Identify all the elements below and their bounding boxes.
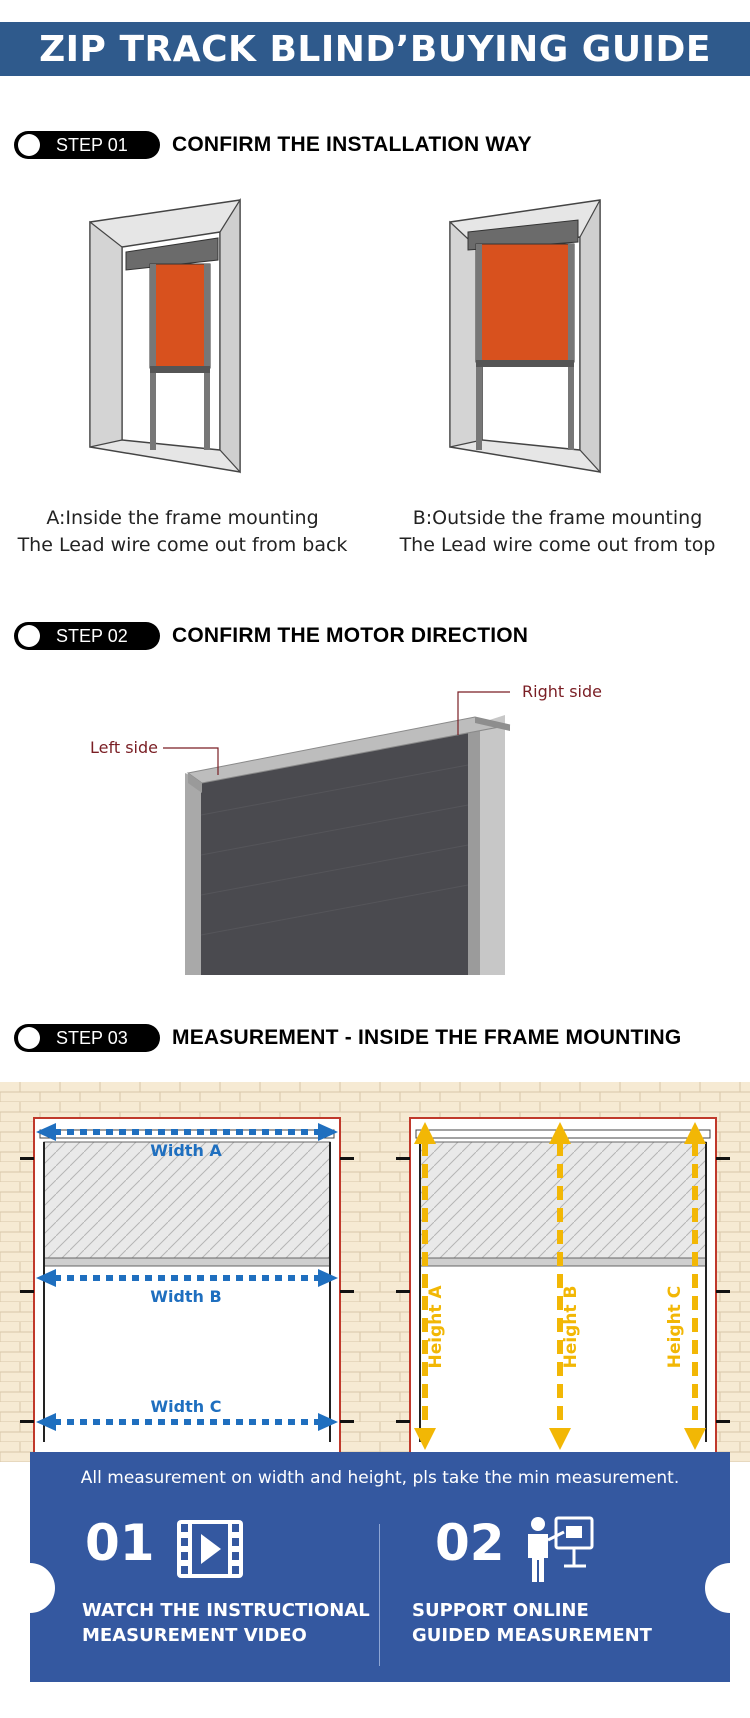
item-01-text xyxy=(82,1598,370,1648)
option-a-title: A:Inside the frame mounting xyxy=(46,507,319,529)
width-b-label: Width B xyxy=(150,1287,222,1306)
step-dot-icon xyxy=(18,134,40,156)
step-02-heading: CONFIRM THE MOTOR DIRECTION xyxy=(172,624,529,647)
option-b-caption xyxy=(375,505,740,559)
item-02-line2: GUIDED MEASUREMENT xyxy=(412,1625,652,1646)
step-01-heading: CONFIRM THE INSTALLATION WAY xyxy=(172,133,532,156)
height-a-label: Height A xyxy=(426,1285,446,1369)
step-03-badge xyxy=(14,1024,160,1052)
presenter-icon xyxy=(522,1514,594,1584)
step-02-header xyxy=(14,622,528,650)
width-a-label: Width A xyxy=(150,1141,222,1160)
option-b-description: The Lead wire come out from top xyxy=(399,534,716,556)
outside-mount-illustration xyxy=(440,192,640,482)
item-02-text xyxy=(412,1598,652,1648)
step-03-header xyxy=(14,1024,681,1052)
measurement-support-panel xyxy=(30,1452,730,1682)
step-02-badge-label: STEP 02 xyxy=(56,625,128,646)
item-01-line2: MEASUREMENT VIDEO xyxy=(82,1625,307,1646)
step-01-badge-label: STEP 01 xyxy=(56,134,128,155)
step-dot-icon xyxy=(18,1027,40,1049)
height-b-label: Height B xyxy=(561,1285,581,1369)
step-03-badge-label: STEP 03 xyxy=(56,1027,128,1048)
step-03-heading: MEASUREMENT - INSIDE THE FRAME MOUNTING xyxy=(172,1026,682,1049)
width-panel xyxy=(20,1118,354,1458)
item-01-line1: WATCH THE INSTRUCTIONAL xyxy=(82,1600,370,1621)
item-02-number: 02 xyxy=(435,1514,505,1572)
height-c-label: Height C xyxy=(665,1285,685,1369)
step-01-badge xyxy=(14,131,160,159)
page-title: ZIP TRACK BLIND’BUYING GUIDE xyxy=(39,28,711,70)
step-dot-icon xyxy=(18,625,40,647)
panel-notch-right xyxy=(705,1563,750,1613)
video-icon xyxy=(175,1518,245,1580)
item-02-line1: SUPPORT ONLINE xyxy=(412,1600,589,1621)
panel-divider xyxy=(379,1524,380,1666)
left-side-label: Left side xyxy=(90,738,158,757)
measurement-diagram xyxy=(0,1082,750,1462)
panel-notch-left xyxy=(5,1563,55,1613)
step-01-header xyxy=(14,131,532,159)
inside-mount-illustration xyxy=(80,192,280,482)
option-a-caption xyxy=(0,505,365,559)
item-01-number: 01 xyxy=(85,1514,155,1572)
option-a-description: The Lead wire come out from back xyxy=(17,534,348,556)
option-b-title: B:Outside the frame mounting xyxy=(412,507,703,529)
step-02-badge xyxy=(14,622,160,650)
motor-direction-illustration xyxy=(60,665,640,975)
height-panel xyxy=(396,1118,730,1458)
width-c-label: Width C xyxy=(150,1397,222,1416)
right-side-label: Right side xyxy=(522,682,602,701)
measurement-note: All measurement on width and height, pls take the min measurement. xyxy=(80,1468,680,1488)
header-banner xyxy=(0,22,750,76)
